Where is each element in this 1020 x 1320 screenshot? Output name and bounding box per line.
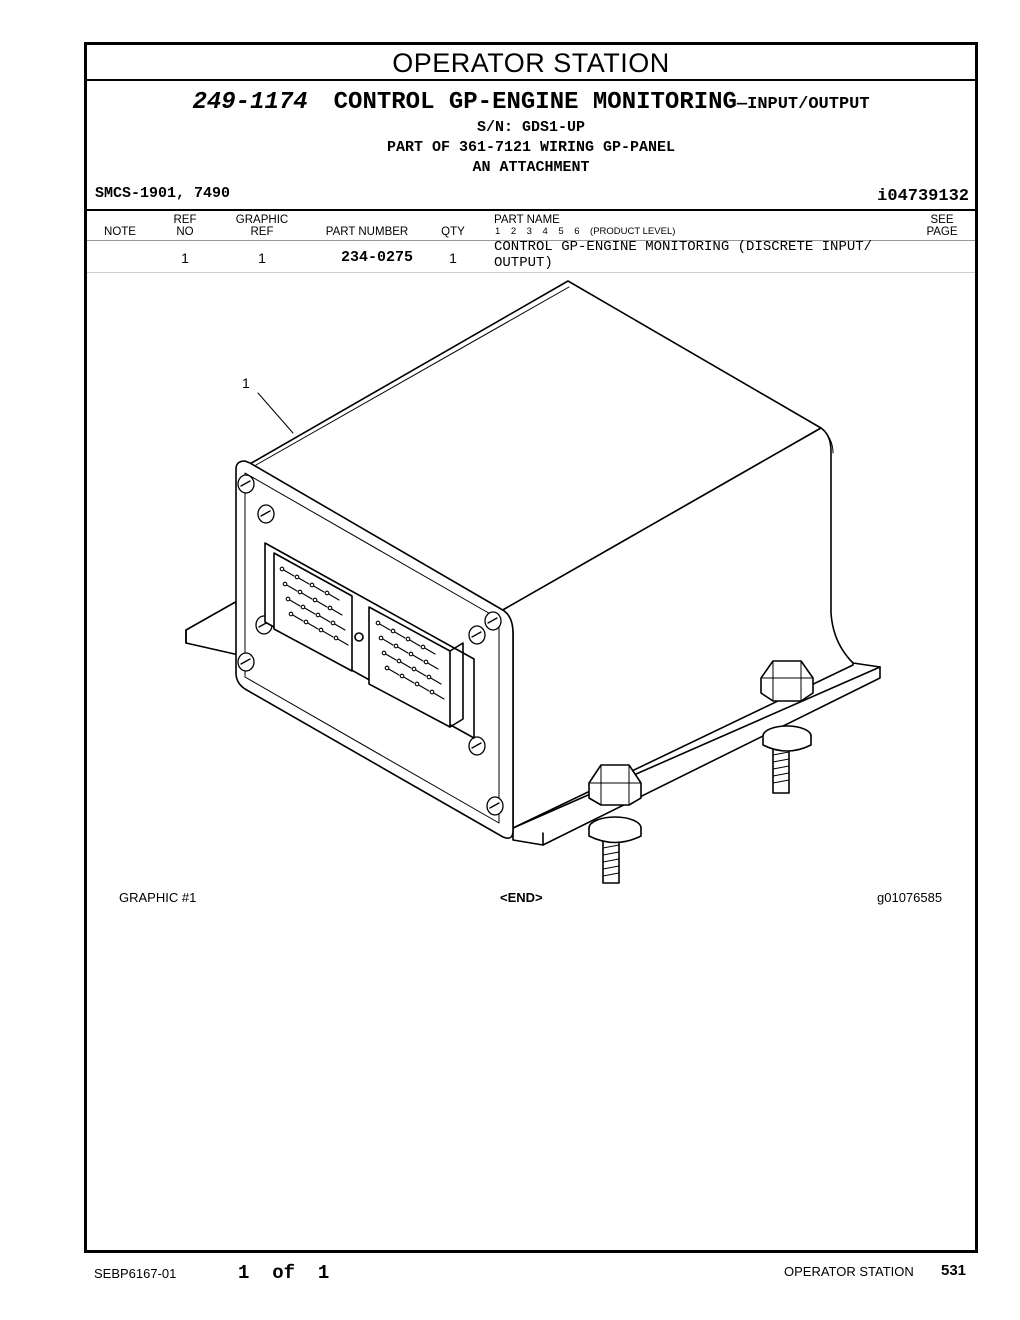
connector-pin-tip <box>334 636 338 640</box>
connector-pin-tip <box>289 612 293 616</box>
connector-pin-tip <box>295 575 299 579</box>
row-qty: 1 <box>449 250 457 266</box>
page-of: 1 of 1 <box>238 1262 330 1284</box>
group-number: 249-1174 <box>192 89 308 116</box>
connector-pin-tip <box>400 674 404 678</box>
document-id: SEBP6167-01 <box>94 1266 177 1281</box>
row-part-name-line1: CONTROL GP-ENGINE MONITORING (DISCRETE INPUT/ <box>494 239 873 255</box>
ecm-control-illustration <box>87 273 975 893</box>
connector-pin-tip <box>427 675 431 679</box>
part-of-line: PART OF 361-7121 WIRING GP-PANEL <box>386 139 676 156</box>
row-graphic-ref: 1 <box>258 250 266 266</box>
connector-pin-tip <box>316 613 320 617</box>
col-product-levels: 1 2 3 4 5 6 (PRODUCT LEVEL) <box>495 226 676 237</box>
col-ref-no-line2: NO <box>176 226 194 238</box>
col-see-page-line2: PAGE <box>926 226 958 238</box>
connector-pin-tip <box>298 590 302 594</box>
connector-pin-tip <box>310 583 314 587</box>
connector-pin-tip <box>430 690 434 694</box>
connector-pin-tip <box>319 628 323 632</box>
page-number: 531 <box>941 1262 967 1279</box>
connector-pin-tip <box>328 606 332 610</box>
connector-pin-tip <box>421 645 425 649</box>
row-part-number: 234-0275 <box>340 249 413 266</box>
connector-pin-tip <box>304 620 308 624</box>
col-ref-no-line1: REF <box>173 214 197 226</box>
smcs-code: SMCS-1901, 7490 <box>95 185 231 202</box>
connector-pin-tip <box>391 629 395 633</box>
connector-pin-tip <box>412 667 416 671</box>
connector-pin-tip <box>331 621 335 625</box>
graphic-id: g01076585 <box>877 890 943 905</box>
connector-pin-tip <box>379 636 383 640</box>
col-part-name: PART NAME <box>494 214 560 226</box>
callout-leader <box>258 393 293 433</box>
connector-pin-tip <box>415 682 419 686</box>
group-name: CONTROL GP-ENGINE MONITORING <box>333 89 737 116</box>
col-see-page-line1: SEE <box>930 214 954 226</box>
col-qty: QTY <box>441 226 465 238</box>
connector-pin-tip <box>301 605 305 609</box>
connector-pin-tip <box>286 597 290 601</box>
row-ref-no: 1 <box>181 250 189 266</box>
illustration-id: i04739132 <box>877 187 969 206</box>
connector-pin-tip <box>313 598 317 602</box>
connector-pin-tip <box>280 567 284 571</box>
connector-pin-tip <box>406 637 410 641</box>
header-divider <box>87 209 975 211</box>
connector-pin-tip <box>325 591 329 595</box>
col-graphic-ref-line1: GRAPHIC <box>235 214 289 226</box>
col-part-number: PART NUMBER <box>325 226 409 238</box>
connector-pin-tip <box>376 621 380 625</box>
group-suffix: —INPUT/OUTPUT <box>736 95 870 114</box>
end-marker: <END> <box>500 890 543 905</box>
connector-pin-tip <box>283 582 287 586</box>
callout-number: 1 <box>242 375 250 391</box>
section-title: OPERATOR STATION <box>87 45 975 81</box>
connector-pin-tip <box>394 644 398 648</box>
serial-number: S/N: GDS1-UP <box>476 119 586 136</box>
attachment-line: AN ATTACHMENT <box>472 159 590 176</box>
col-graphic-ref-line2: REF <box>250 226 274 238</box>
connector-pin-tip <box>385 666 389 670</box>
connector-pin-tip <box>424 660 428 664</box>
connector-pin-tip <box>409 652 413 656</box>
connector-pin-tip <box>382 651 386 655</box>
connector-pin-tip <box>397 659 401 663</box>
page-frame <box>84 42 978 1253</box>
col-note: NOTE <box>104 226 136 238</box>
group-heading <box>87 89 975 116</box>
graphic-label: GRAPHIC #1 <box>119 890 197 905</box>
footer-section: OPERATOR STATION <box>784 1264 914 1279</box>
row-part-name-line2: OUTPUT) <box>494 255 553 271</box>
